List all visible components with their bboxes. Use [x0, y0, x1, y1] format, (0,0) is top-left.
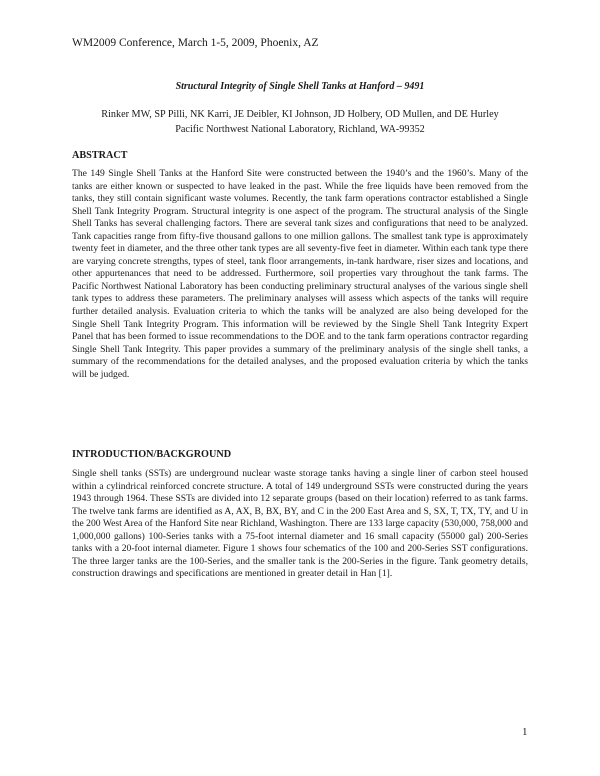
page-number: 1: [522, 726, 528, 738]
introduction-heading: INTRODUCTION/BACKGROUND: [72, 449, 232, 460]
introduction-body: Single shell tanks (SSTs) are underground nuclear waste storage tanks having a single liner of carbon steel housed within a cylindrical reinforced concrete structure. A total of 149 underground SSTs were constructed during the years 1943 through 1964. These SSTs are divided into 12 separate groups (based on their location) referred to as tank farms. The twelve tank farms are identified as A, AX, B, BX, BY, and C in the 200 East Area and S, SX, T, TX, TY, and U in the 200 West Area of the Hanford Site near Richland, Washington. There are 133 large capacity (530,000, 758,000 and 1,000,000 gallons) 100-Series tanks with a 75-foot internal diameter and 16 small capacity (55000 gal) 200-Series tanks with a 20-foot internal diameter. Figure 1 shows four schematics of the 100 and 200-Series SST configurations. The three larger tanks are the 100-Series, and the smaller tank is the 200-Series in the figure. Tank geometry details, construction drawings and specifications are mentioned in greater detail in Han [1].: [72, 468, 528, 580]
affiliation: Pacific Northwest National Laboratory, Richland, WA-99352: [175, 124, 425, 135]
author-block: [72, 107, 528, 137]
author-list: Rinker MW, SP Pilli, NK Karri, JE Deibler, KI Johnson, JD Holbery, OD Mullen, and DE Hurley: [101, 109, 499, 120]
conference-header: WM2009 Conference, March 1-5, 2009, Phoenix, AZ: [72, 37, 319, 49]
abstract-heading: ABSTRACT: [72, 150, 128, 161]
abstract-body: The 149 Single Shell Tanks at the Hanford Site were constructed between the 1940’s and the 1960’s. Many of the tanks are either known or suspected to have leaked in the past. While the free liquids have been removed from the tanks, they still contain significant waste volumes. Recently, the tank farm operations contractor established a Single Shell Tank Integrity Program. Structural integrity is one aspect of the program. The structural analysis of the Single Shell Tanks has several challenging factors. There are several tank sizes and configurations that need to be analyzed. Tank capacities range from fifty-five thousand gallons to one million gallons. The smallest tank type is approximately twenty feet in diameter, and the three other tank types are all seventy-five feet in diameter. Within each tank type there are varying concrete strengths, types of steel, tank floor arrangements, in-tank hardware, riser sizes and locations, and other appurtenances that need to be addressed. Furthermore, soil properties vary throughout the tank farms. The Pacific Northwest National Laboratory has been conducting preliminary structural analyses of the various single shell tank types to address these parameters. The preliminary analyses will assess which aspects of the tanks will require further detailed analysis. Evaluation criteria to which the tanks will be analyzed are also being developed for the Single Shell Tank Integrity Program. This information will be reviewed by the Single Shell Tank Integrity Expert Panel that has been formed to issue recommendations to the DOE and to the tank farm operations contractor regarding Single Shell Tank Integrity. This paper provides a summary of the preliminary analysis of the single shell tanks, a summary of the recommendations for the detailed analyses, and the proposed evaluation criteria by which the tanks will be judged.: [72, 168, 528, 380]
paper-title: Structural Integrity of Single Shell Tanks at Hanford – 9491: [175, 81, 425, 92]
